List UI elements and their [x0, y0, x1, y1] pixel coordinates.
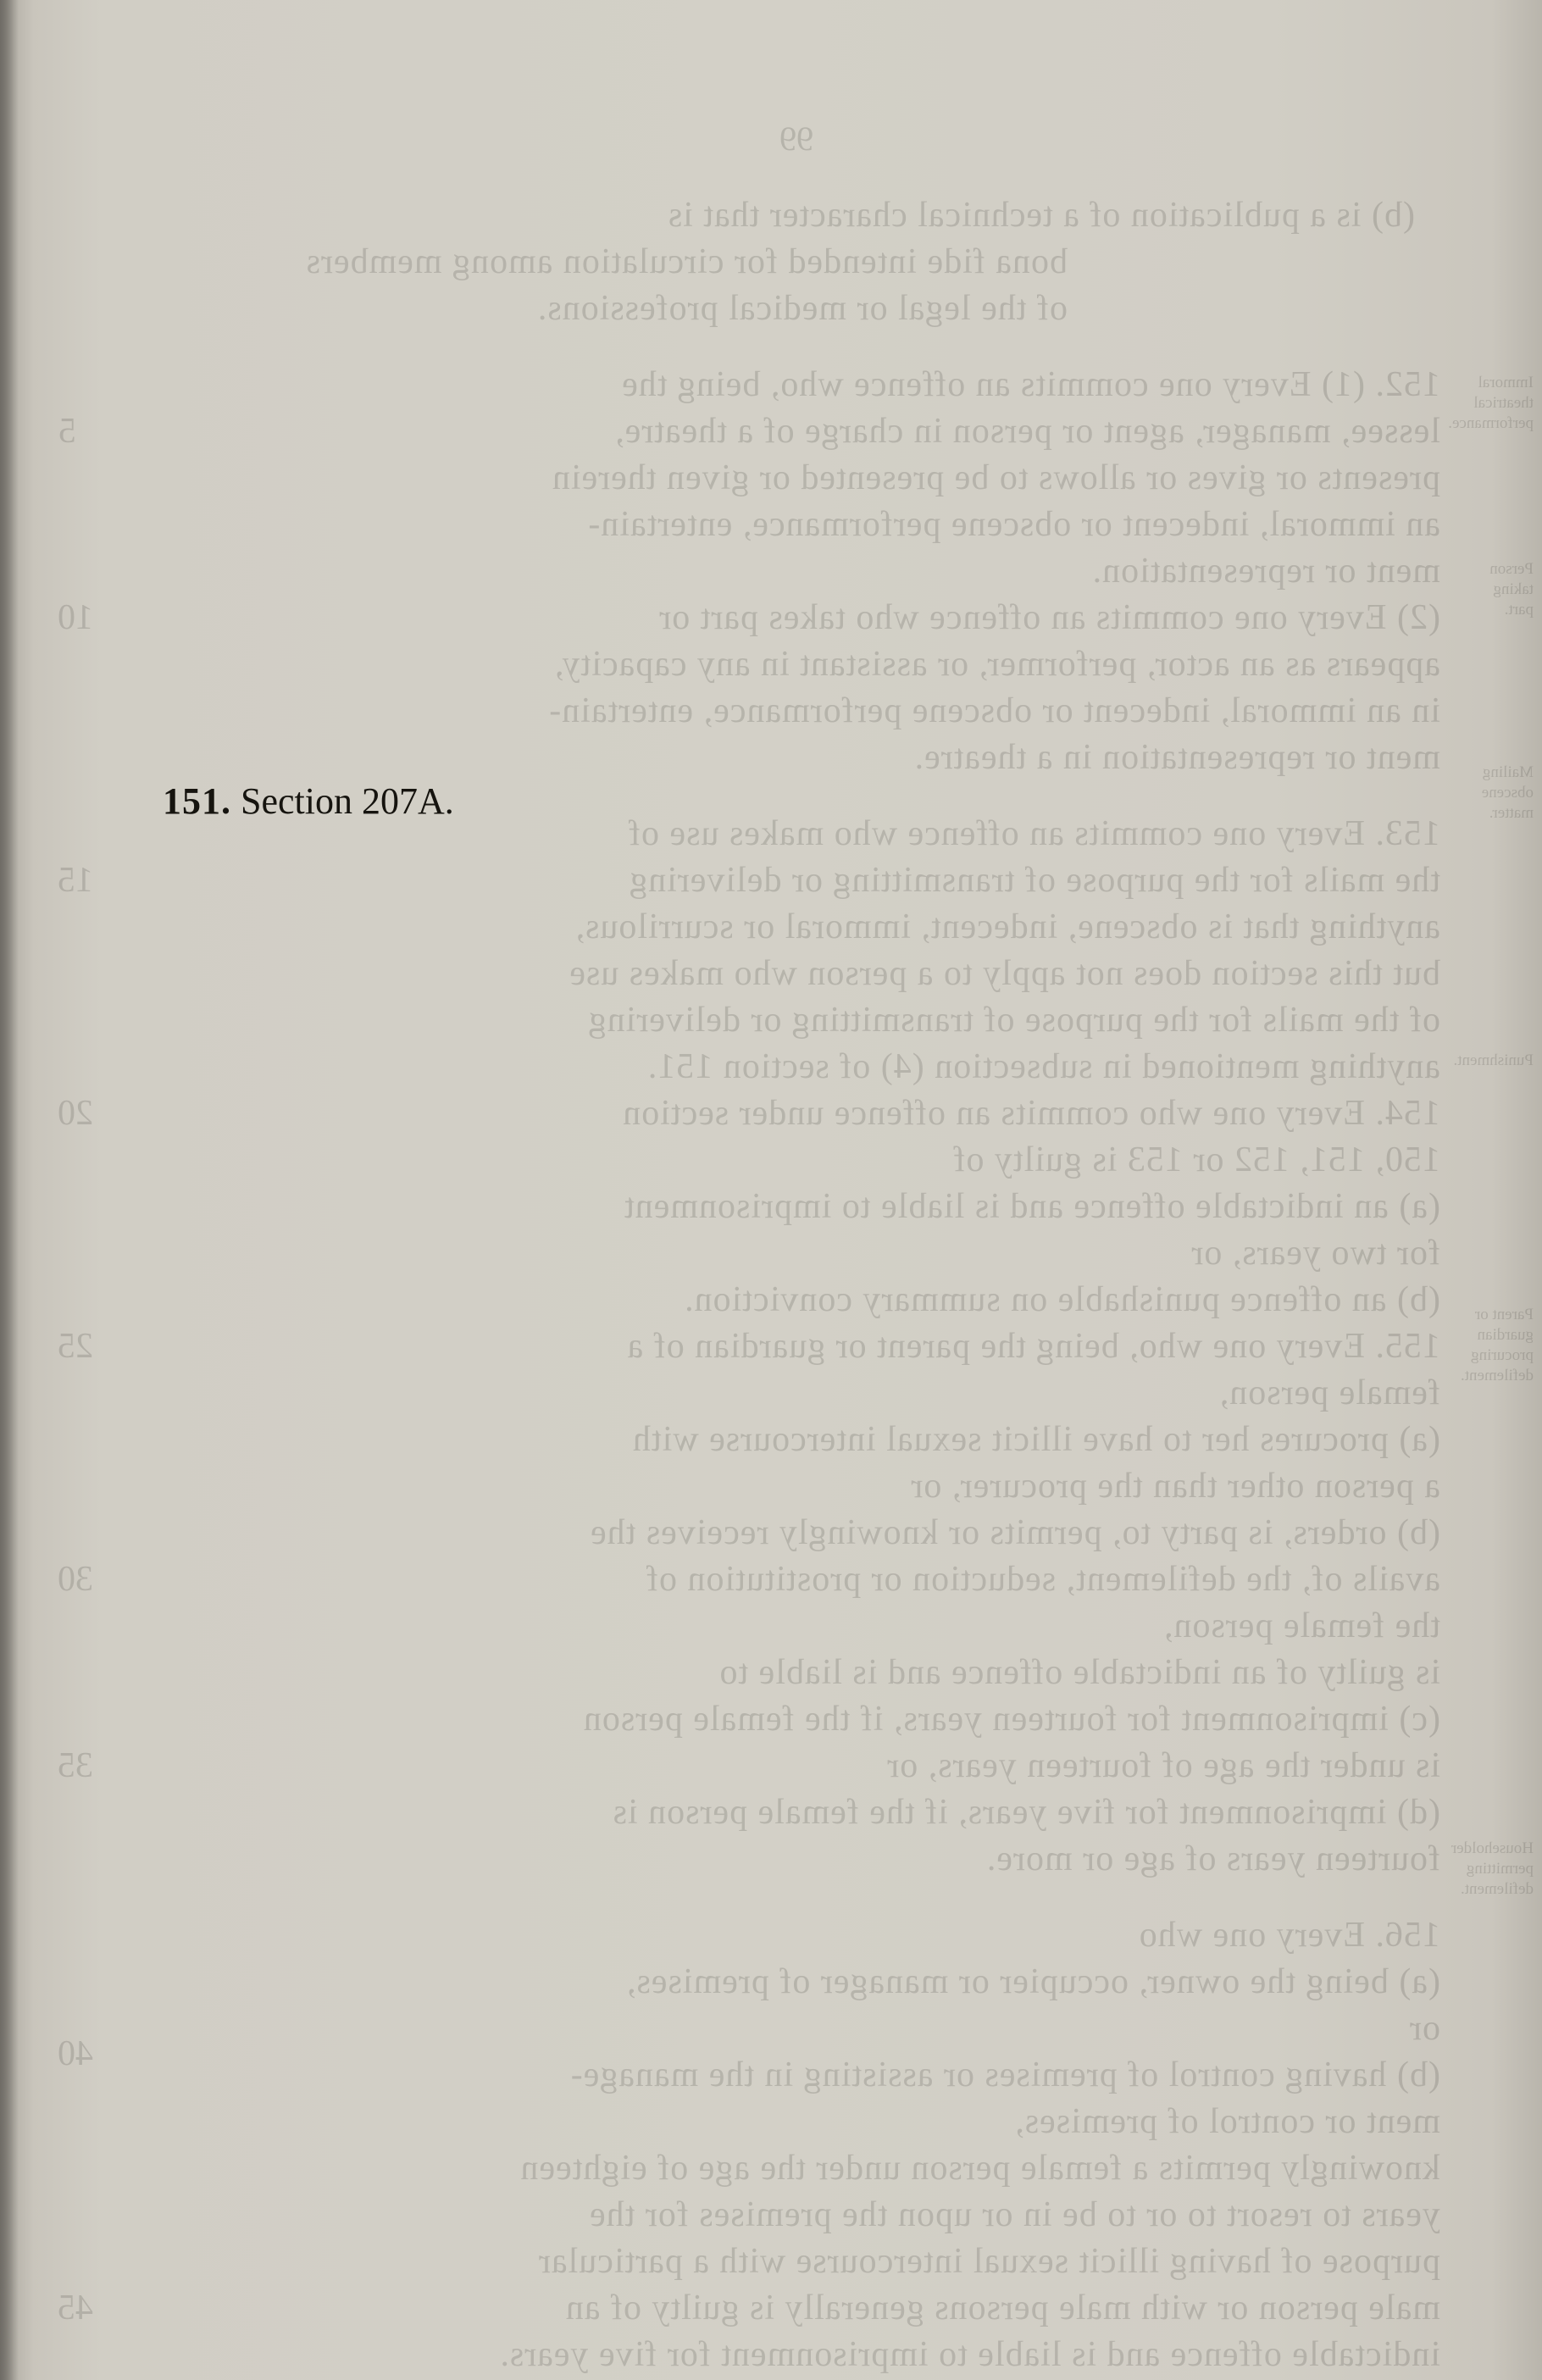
show-through-texture: 99 (b) is a publication of a technical character that is bona fide intended for circulation among members of the legal or medical professions. 152. (1) Every one commits an offence who, being the lessee, manager, agent or person in charge of a theatre, presents or gives or allows to be presented or given therein an immoral, indecent or obscene performance, entertain- ment or representation. (2) Every one commits an offence who takes part or appears as an actor, performer, or assistant in any capacity, in an immoral, indecent or obscene performance, entertain- ment or representation in a theatre. 153. Every one commits an offence who makes use of the mails for the purpose of transmitting or delivering anything that is obscene, indecent, immoral or scurrilous, but this section does not apply to a person who makes use of the mails for the purpose of transmitting or delivering anything mentioned in subsection (4) of section 151. 154. Every one who commits an offence under section 150, 151, 152 or 153 is guilty of (a) an indictable offence and is liable to imprisonment for two years, or (b) an offence punishable on summary conviction. 155. Every one who, being the parent or guardian of a female person, (a) procures her to have illicit sexual intercourse with a person other than the procurer, or (b) orders, is party to, permits or knowingly receives the avails of, the defilement, seduction or prostitution of the female person, is guilty of an indictable offence and is liable to (c) imprisonment for fourteen years, if the female person is under the age of fourteen years, or (d) imprisonment for five years, if the female person is fourteen years of age or more. 156. Every one who (a) being the owner, occupier or manager of premises, or (b) having control of premises or assisting in the manage- ment or control of premises, knowingly permits a female person under the age of eighteen years to resort to or to be in or upon the premises for the purpose of having illicit sexual intercourse with a particular male person or with male persons generally is guilty of an indictable offence and is liable to imprisonment for five years. 5 10 15 20 25 30 35 40 45 Immoral theatrical performance. Person taking part. Mailing obscene matter. Punishment. Parent or guardian procuring defilement. Householder permitting defilement. [58, 119, 1534, 2374]
section-number: 151. [163, 780, 231, 822]
binding-shadow [0, 0, 19, 2380]
section-text: Section 207A. [241, 780, 454, 822]
section-entry [163, 779, 454, 823]
